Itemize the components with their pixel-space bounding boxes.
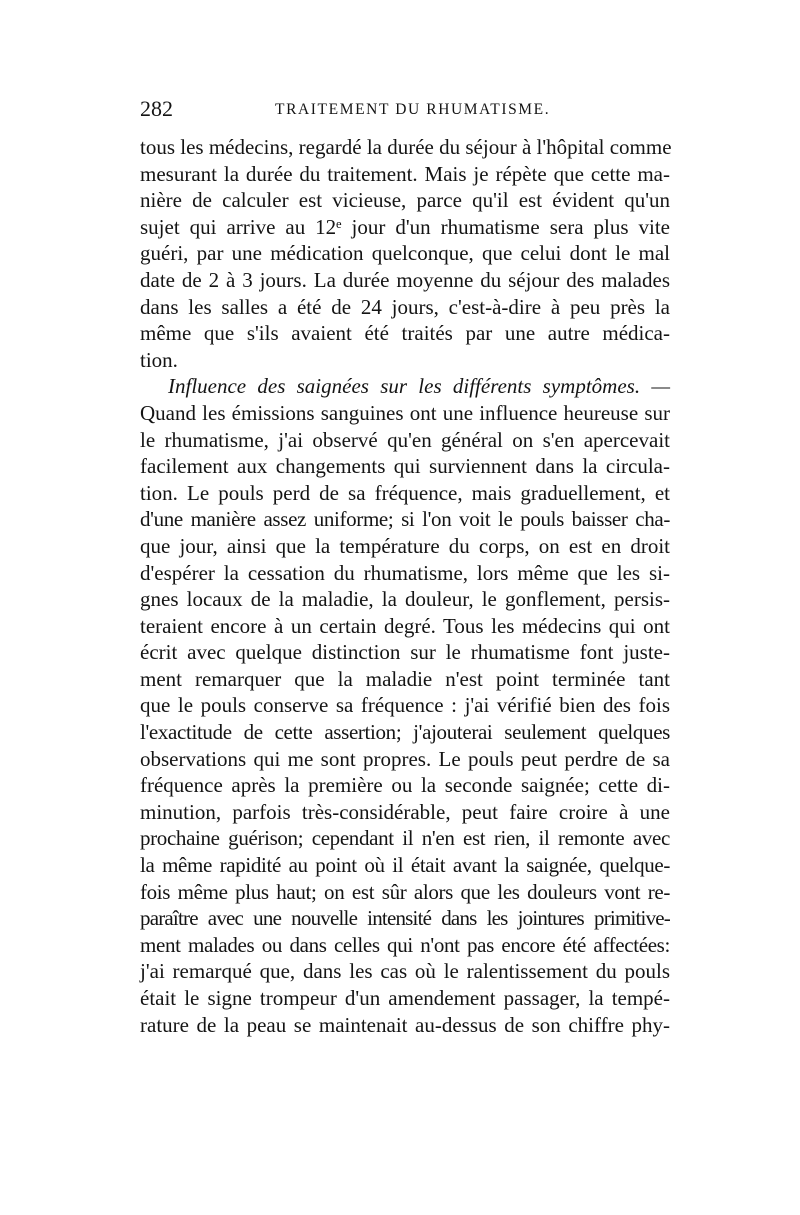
text-line: guéri, par une médication quelconque, que celui dont le mal [140,241,670,266]
text-line: paraître avec une nouvelle intensité dans les jointures primitive- [140,906,670,931]
running-head [140,96,670,126]
text-line: que le pouls conserve sa fréquence : j'ai vérifié bien des fois [140,693,670,718]
text-line: teraient encore à un certain degré. Tous les médecins qui ont [140,613,670,638]
text-line: tion. Le pouls perd de sa fréquence, mais graduellement, et [140,480,670,505]
text-line: l'exactitude de cette assertion; j'ajouterai seulement quelques [140,720,670,745]
text-line: mesurant la durée du traitement. Mais je répète que cette ma- [140,161,670,186]
text-line: ment malades ou dans celles qui n'ont pas encore été affectées: [140,932,670,957]
text-line: rature de la peau se maintenait au-dessus de son chiffre phy- [140,1012,670,1037]
page-number: 282 [140,96,173,121]
text-line: la même rapidité au point où il était avant la saignée, quelque- [140,853,670,878]
text-line: Quand les émissions sanguines ont une influence heureuse sur [140,400,670,425]
text-line: observations qui me sont propres. Le pouls peut perdre de sa [140,746,670,771]
text-line: d'espérer la cessation du rhumatisme, lors même que les si- [140,560,670,585]
body-text [140,134,670,1038]
text-line: j'ai remarqué que, dans les cas où le ralentissement du pouls [140,959,670,984]
text-line: écrit avec quelque distinction sur le rhumatisme font juste- [140,640,670,665]
book-page [140,96,670,1038]
text-line: d'une manière assez uniforme; si l'on voit le pouls baisser cha- [140,507,670,532]
text-line: date de 2 à 3 jours. La durée moyenne du séjour des malades [140,267,670,292]
text-line: fréquence après la première ou la seconde saignée; cette di- [140,773,670,798]
text-line: le rhumatisme, j'ai observé qu'en général on s'en apercevait [140,427,670,452]
text-line: facilement aux changements qui surviennent dans la circula- [140,454,670,479]
text-line: tous les médecins, regardé la durée du séjour à l'hôpital comme [140,135,672,159]
text-line: minution, parfois très-considérable, peut faire croire à une [140,799,670,824]
text-line: fois même plus haut; on est sûr alors que les douleurs vont re- [140,879,670,904]
text-line: nière de calculer est vicieuse, parce qu'il est évident qu'un [140,188,670,213]
text-line: gnes locaux de la maladie, la douleur, le gonflement, persis- [140,587,670,612]
section-heading [140,373,670,400]
running-title: TRAITEMENT DU RHUMATISME. [275,101,551,118]
text-line: ment remarquer que la maladie n'est point terminée tant [140,666,670,691]
section-heading-text: Influence des saignées sur les différents symptômes. — [168,374,670,399]
text-line: même que s'ils avaient été traités par une autre médica- [140,321,670,346]
text-line: dans les salles a été de 24 jours, c'est-à-dire à peu près la [140,294,670,319]
text-line: était le signe trompeur d'un amendement passager, la tempé- [140,986,670,1010]
text-line: que jour, ainsi que la température du corps, on est en droit [140,533,670,558]
text-line: tion. [140,347,178,372]
text-line: prochaine guérison; cependant il n'en est rien, il remonte avec [140,826,670,851]
text-line: sujet qui arrive au 12ᵉ jour d'un rhumatisme sera plus vite [140,214,670,239]
